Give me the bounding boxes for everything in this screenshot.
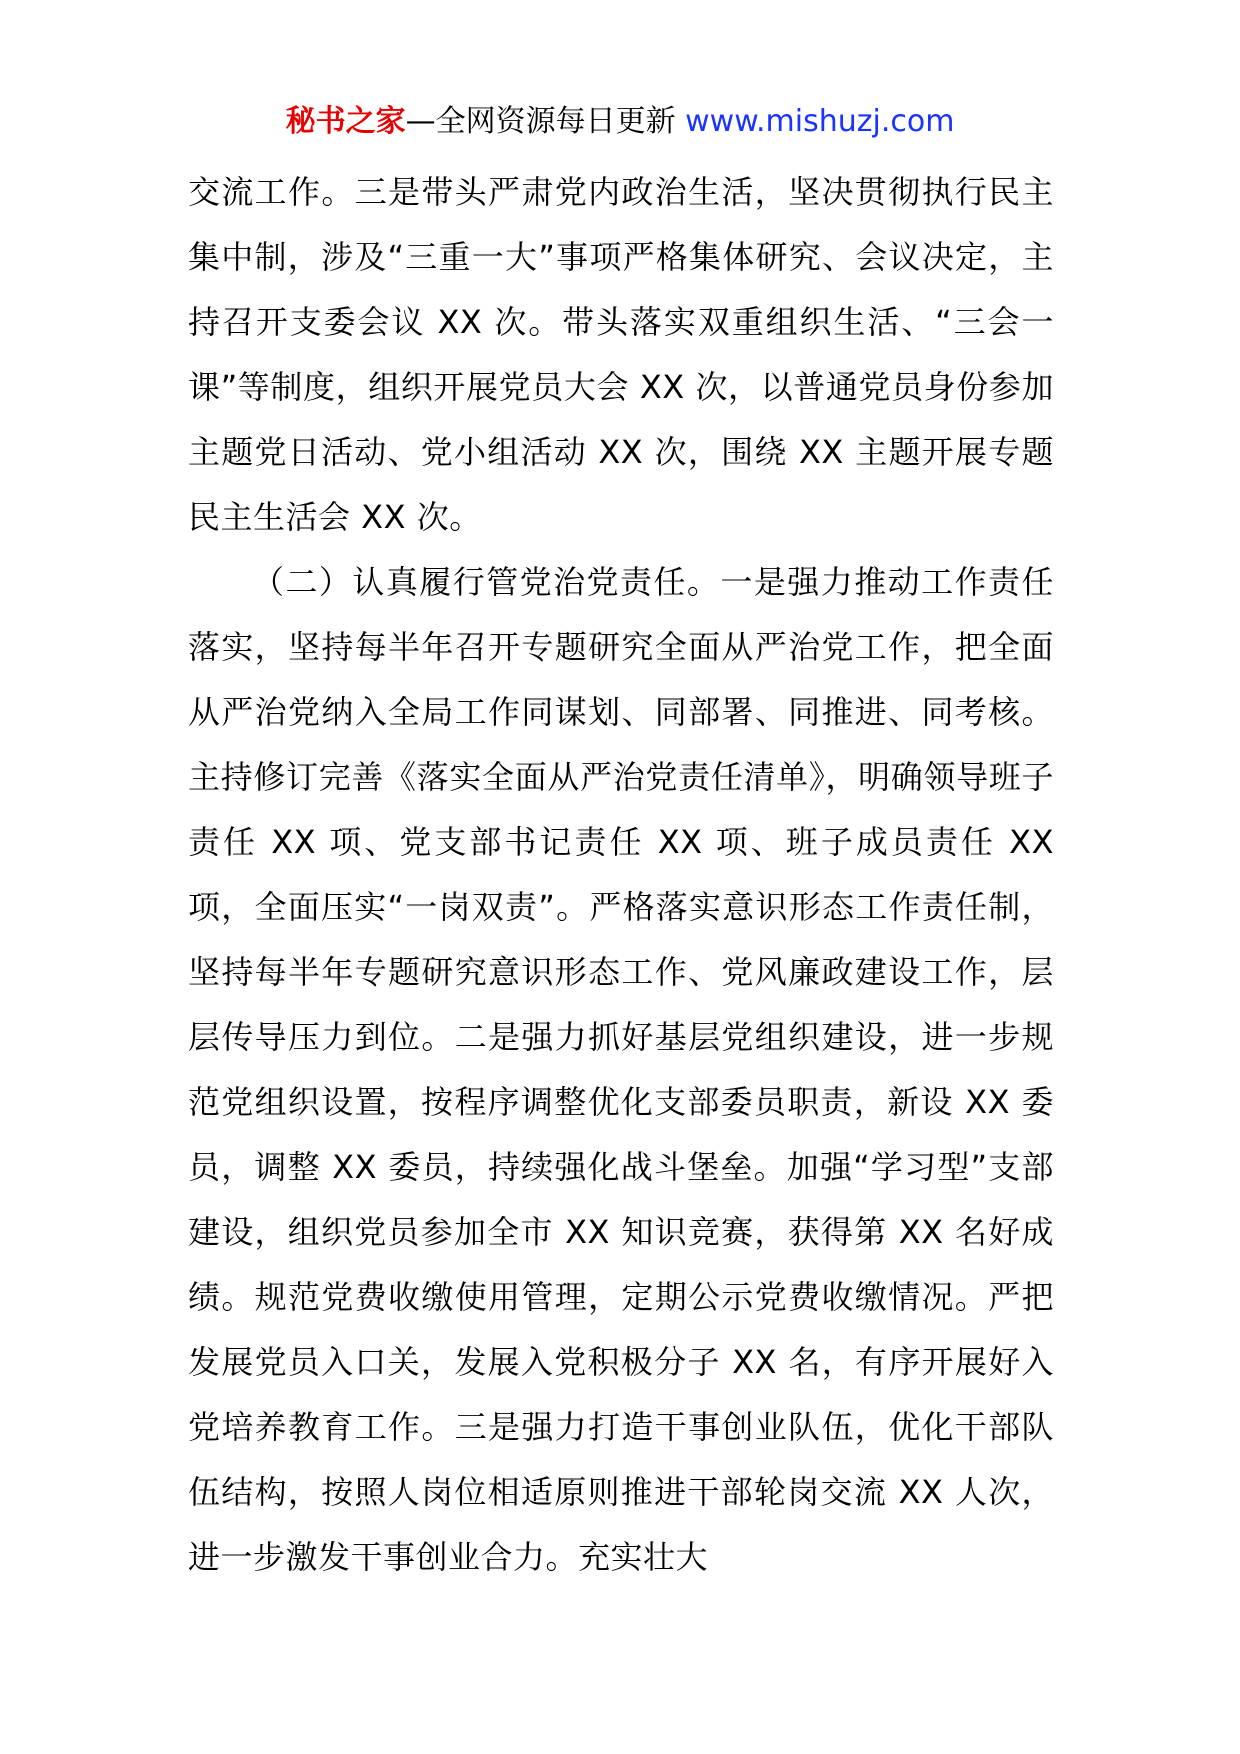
paragraph-continuation: 交流工作。三是带头严肃党内政治生活，坚决贯彻执行民主集中制，涉及“三重一大”事项严格集体研究、会议决定，主持召开支委会议 XX 次。带头落实双重组织生活、“三会一课”等制度，组织开展党员大会 XX 次，以普通党员身份参加主题党日活动、党小组活动 XX 次，围绕 XX 主题开展专题民主生活会 XX 次。 <box>188 173 1054 536</box>
website-link[interactable]: www.mishuzj.com <box>685 104 955 139</box>
document-body <box>188 160 1054 1590</box>
header-tagline: —全网资源每日更新 <box>405 104 676 139</box>
brand-name: 秘书之家 <box>285 104 406 139</box>
paragraph-section-two: （二）认真履行管党治党责任。一是强力推动工作责任落实，坚持每半年召开专题研究全面从严治党工作，把全面从严治党纳入全局工作同谋划、同部署、同推进、同考核。主持修订完善《落实全面从严治党责任清单》，明确领导班子责任 XX 项、党支部书记责任 XX 项、班子成员责任 XX 项，全面压实“一岗双责”。严格落实意识形态工作责任制，坚持每半年专题研究意识形态工作、党风廉政建设工作，层层传导压力到位。二是强力抓好基层党组织建设，进一步规范党组织设置，按程序调整优化支部委员职责，新设 XX 委员，调整 XX 委员，持续强化战斗堡垒。加强“学习型”支部建设，组织党员参加全市 XX 知识竞赛，获得第 XX 名好成绩。规范党费收缴使用管理，定期公示党费收缴情况。严把发展党员入口关，发展入党积极分子 XX 名，有序开展好入党培养教育工作。三是强力打造干事创业队伍，优化干部队伍结构，按照人岗位相适原则推进干部轮岗交流 XX 人次，进一步激发干事创业合力。充实壮大 <box>188 563 1054 1576</box>
page-header <box>0 100 1240 144</box>
